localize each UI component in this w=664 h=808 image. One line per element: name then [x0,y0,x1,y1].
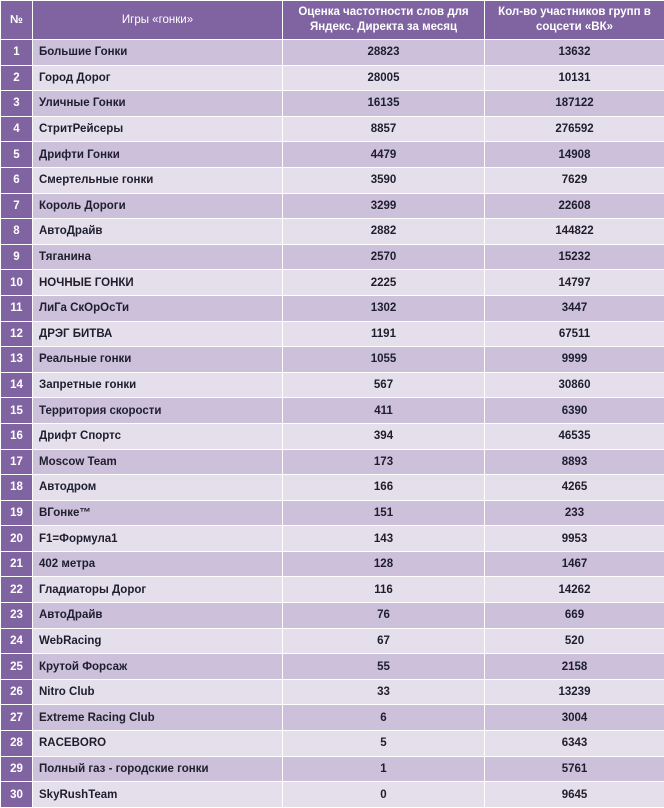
game-name: Дрифт Спортс [33,423,283,449]
vk-members: 144822 [485,219,664,245]
yandex-frequency: 151 [283,500,485,526]
vk-members: 5761 [485,756,664,782]
vk-members: 9953 [485,526,664,552]
game-name: Крутой Форсаж [33,654,283,680]
game-name: SkyRushTeam [33,782,283,808]
vk-members: 233 [485,500,664,526]
vk-members: 30860 [485,372,664,398]
row-number: 11 [1,295,33,321]
game-name: ВГонке™ [33,500,283,526]
vk-members: 22608 [485,193,664,219]
vk-members: 3004 [485,705,664,731]
table-row [1,244,664,270]
table-row [1,116,664,142]
yandex-frequency: 166 [283,475,485,501]
row-number: 8 [1,219,33,245]
yandex-frequency: 5 [283,731,485,757]
game-name: F1=Формула1 [33,526,283,552]
yandex-frequency: 3590 [283,167,485,193]
row-number: 21 [1,551,33,577]
vk-members: 1467 [485,551,664,577]
row-number: 5 [1,142,33,168]
row-number: 4 [1,116,33,142]
table-row [1,270,664,296]
game-name: RACEBORO [33,731,283,757]
vk-members: 13632 [485,40,664,66]
table-row [1,526,664,552]
yandex-frequency: 567 [283,372,485,398]
table-row [1,65,664,91]
row-number: 3 [1,91,33,117]
table-row [1,782,664,808]
game-name: Автодром [33,475,283,501]
yandex-frequency: 411 [283,398,485,424]
row-number: 20 [1,526,33,552]
table-row [1,423,664,449]
game-name: Король Дороги [33,193,283,219]
game-name: Большие Гонки [33,40,283,66]
game-name: АвтоДрайв [33,219,283,245]
table-row [1,295,664,321]
game-name: Территория скорости [33,398,283,424]
table-row [1,705,664,731]
vk-members: 3447 [485,295,664,321]
game-name: Уличные Гонки [33,91,283,117]
game-name: НОЧНЫЕ ГОНКИ [33,270,283,296]
row-number: 14 [1,372,33,398]
yandex-frequency: 1191 [283,321,485,347]
vk-members: 67511 [485,321,664,347]
vk-members: 14908 [485,142,664,168]
vk-members: 13239 [485,679,664,705]
vk-members: 15232 [485,244,664,270]
yandex-frequency: 2570 [283,244,485,270]
table-row [1,628,664,654]
header-row [1,1,664,40]
yandex-frequency: 128 [283,551,485,577]
game-name: Полный газ - городские гонки [33,756,283,782]
yandex-frequency: 28823 [283,40,485,66]
vk-members: 6343 [485,731,664,757]
yandex-frequency: 28005 [283,65,485,91]
row-number: 13 [1,347,33,373]
table-row [1,40,664,66]
header-vk: Кол-во участников групп в соцсети «ВК» [485,1,664,40]
game-name: ЛиГа СкОрОсТи [33,295,283,321]
vk-members: 276592 [485,116,664,142]
vk-members: 10131 [485,65,664,91]
table-row [1,731,664,757]
yandex-frequency: 2882 [283,219,485,245]
yandex-frequency: 143 [283,526,485,552]
row-number: 10 [1,270,33,296]
yandex-frequency: 8857 [283,116,485,142]
row-number: 25 [1,654,33,680]
row-number: 9 [1,244,33,270]
row-number: 12 [1,321,33,347]
vk-members: 4265 [485,475,664,501]
table-row [1,654,664,680]
row-number: 23 [1,603,33,629]
table-row [1,449,664,475]
table-row [1,756,664,782]
vk-members: 2158 [485,654,664,680]
yandex-frequency: 394 [283,423,485,449]
game-name: Смертельные гонки [33,167,283,193]
table-row [1,142,664,168]
row-number: 19 [1,500,33,526]
row-number: 17 [1,449,33,475]
row-number: 15 [1,398,33,424]
row-number: 7 [1,193,33,219]
table-row [1,347,664,373]
row-number: 30 [1,782,33,808]
row-number: 18 [1,475,33,501]
row-number: 26 [1,679,33,705]
row-number: 29 [1,756,33,782]
row-number: 16 [1,423,33,449]
game-name: Extreme Racing Club [33,705,283,731]
game-name: WebRacing [33,628,283,654]
yandex-frequency: 67 [283,628,485,654]
game-name: СтритРейсеры [33,116,283,142]
yandex-frequency: 173 [283,449,485,475]
game-name: Тяганина [33,244,283,270]
yandex-frequency: 16135 [283,91,485,117]
row-number: 1 [1,40,33,66]
table-row [1,91,664,117]
game-name: Дрифти Гонки [33,142,283,168]
vk-members: 520 [485,628,664,654]
yandex-frequency: 33 [283,679,485,705]
row-number: 28 [1,731,33,757]
table-row [1,167,664,193]
table-row [1,475,664,501]
vk-members: 669 [485,603,664,629]
table-row [1,577,664,603]
game-name: АвтоДрайв [33,603,283,629]
table-row [1,551,664,577]
header-yandex: Оценка частотности слов для Яндекс. Директа за месяц [283,1,485,40]
yandex-frequency: 1 [283,756,485,782]
row-number: 6 [1,167,33,193]
row-number: 22 [1,577,33,603]
vk-members: 7629 [485,167,664,193]
header-game: Игры «гонки» [33,1,283,40]
yandex-frequency: 0 [283,782,485,808]
vk-members: 6390 [485,398,664,424]
yandex-frequency: 2225 [283,270,485,296]
game-name: Moscow Team [33,449,283,475]
game-name: ДРЭГ БИТВА [33,321,283,347]
header-num: № [1,1,33,40]
game-name: Гладиаторы Дорог [33,577,283,603]
vk-members: 14797 [485,270,664,296]
yandex-frequency: 3299 [283,193,485,219]
row-number: 2 [1,65,33,91]
yandex-frequency: 55 [283,654,485,680]
yandex-frequency: 1055 [283,347,485,373]
table-header [1,1,664,40]
table-row [1,219,664,245]
game-name: Город Дорог [33,65,283,91]
table-row [1,603,664,629]
table-row [1,321,664,347]
yandex-frequency: 6 [283,705,485,731]
game-name: Запретные гонки [33,372,283,398]
yandex-frequency: 1302 [283,295,485,321]
yandex-frequency: 4479 [283,142,485,168]
table-row [1,193,664,219]
vk-members: 8893 [485,449,664,475]
table-row [1,398,664,424]
vk-members: 14262 [485,577,664,603]
game-name: Реальные гонки [33,347,283,373]
vk-members: 187122 [485,91,664,117]
row-number: 24 [1,628,33,654]
vk-members: 46535 [485,423,664,449]
table-row [1,679,664,705]
row-number: 27 [1,705,33,731]
table-body [1,40,664,808]
game-name: 402 метра [33,551,283,577]
yandex-frequency: 116 [283,577,485,603]
game-name: Nitro Club [33,679,283,705]
vk-members: 9999 [485,347,664,373]
vk-members: 9645 [485,782,664,808]
table-row [1,500,664,526]
yandex-frequency: 76 [283,603,485,629]
table-row [1,372,664,398]
